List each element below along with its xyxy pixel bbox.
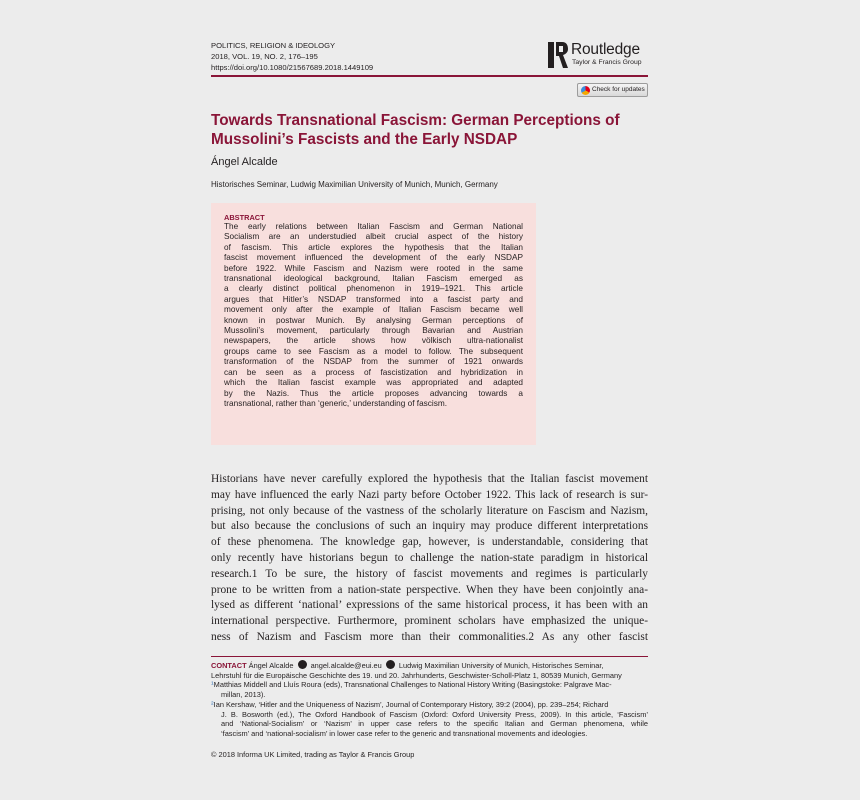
footnote-1: $^1$Matthias Middell and Lluís Roura (eds), Transnational Challenges to National History Writing (Basingstoke: Palgrave Mac- (211, 680, 612, 690)
footnote-2-cont: ‘fascism’ and ‘national-socialism’ in lower case refer to the generic and transnational movements and ideologies. (221, 728, 588, 738)
abstract-line: transnational, rather than ‘generic,’ understanding of fascism. (224, 398, 448, 408)
abstract-line: transformation of the NSDAP from the summer of 1921 onwards (224, 357, 523, 367)
contact-address-line: Lehrstuhl für die Europäische Geschichte des 19. und 20. Jahrhunderts, Geschwister-Scholl-Platz 1, 80539 Munich, Germany (211, 670, 622, 680)
abstract-line: movement only after the example of Italian Fascism became well (224, 305, 523, 315)
body-line: ness of Nazism and Fascism more than their commonalities.2 As any other fascist (211, 630, 648, 643)
footnote-marker: 2 (211, 701, 214, 707)
journal-name: POLITICS, RELIGION & IDEOLOGY (211, 41, 336, 50)
body-line: but also because the conclusions of such an inquiry may produce different interpretations (211, 520, 648, 533)
footnote-2-cont: and ‘National-Socialism’ or ‘Nazism’ in upper case refers to the specific Italian and German phenomena, while (221, 719, 648, 729)
abstract-line: groups came to see Fascism as a model to follow. The subsequent (224, 346, 523, 356)
footnote-1-cont: millan, 2013). (221, 690, 266, 700)
email-icon (298, 660, 307, 669)
abstract-line: before 1922. While Fascism and Nazism were rooted in the same (224, 263, 523, 273)
abstract-line: which the Italian fascist example was appropriated and adapted (224, 378, 523, 388)
crossmark-icon (581, 86, 590, 95)
body-line: Historians have never carefully explored the hypothesis that the Italian fascist movement (211, 473, 648, 485)
body-line: international perspective. Furthermore, prominent scholars have emphasized the unique- (211, 615, 648, 628)
abstract-line: of fascism. This article explores the hypothesis that the Italian (224, 242, 523, 252)
author-affiliation: Historisches Seminar, Ludwig Maximilian University of Munich, Munich, Germany (211, 180, 498, 189)
body-line: prising, not only because of the vastness of the scholarly literature on Fascism and Nazism, (211, 504, 648, 517)
article-title (211, 111, 631, 149)
abstract-line: a clearly distinct political phenomenon in 1919–1921. This article (224, 284, 523, 294)
abstract-line: The early relations between Italian Fascism and German National (224, 222, 523, 231)
abstract-line: newspapers, the article shows how völkisch ultra-nationalist (224, 336, 523, 346)
contact-label: CONTACT (211, 661, 247, 670)
body-line: of these phenomena. The knowledge gap, however, is understandable, considering that (211, 536, 648, 549)
author-name: Ángel Alcalde (211, 156, 278, 168)
abstract-line: known in postwar Munich. By analysing German perceptions of (224, 315, 523, 325)
title-line: Mussolini’s Fascists and the Early NSDAP (211, 131, 518, 148)
contact-email-link[interactable]: angel.alcalde@eui.eu (310, 661, 382, 670)
abstract-line: Socialism are an understudied albeit crucial aspect of the history (224, 232, 523, 242)
publisher-logo (547, 40, 657, 70)
copyright-notice: © 2018 Informa UK Limited, trading as Taylor & Francis Group (211, 750, 415, 759)
routledge-logo-icon (547, 40, 569, 70)
abstract-line: by the Nazis. Thus the article proposes advancing towards a (224, 388, 523, 398)
publisher-name: Routledge (571, 41, 640, 58)
title-line: Towards Transnational Fascism: German Perceptions of (211, 112, 620, 129)
abstract-heading: ABSTRACT (224, 213, 265, 222)
publisher-group: Taylor & Francis Group (572, 59, 642, 66)
check-for-updates-label: Check for updates (592, 86, 645, 93)
abstract-line: can be seen as a process of fascistization and hybridization in (224, 367, 523, 377)
journal-doi-link[interactable]: https://doi.org/10.1080/21567689.2018.1449109 (211, 63, 374, 72)
body-line: prone to be written from a nation-state perspective. When they have been conjointly ana- (211, 583, 648, 596)
journal-volume: 2018, VOL. 19, NO. 2, 176–195 (211, 52, 318, 61)
footnotes (211, 660, 648, 739)
contact-name: Ángel Alcalde (248, 661, 294, 670)
abstract-line: argues that Hitler’s NSDAP transformed into a fascist party and (224, 294, 523, 304)
contact-address: Ludwig Maximilian University of Munich, Historisches Seminar, (398, 661, 604, 670)
body-line: only recently have historians begun to challenge the nation-state paradigm in historical (211, 551, 648, 564)
footnote-rule (211, 656, 648, 657)
check-for-updates-button[interactable] (577, 83, 648, 97)
abstract-box (211, 203, 536, 445)
body-line: research.1 To be sure, the history of fascist movements and regimes is particularly (211, 567, 648, 580)
footnote-2: $^2$Ian Kershaw, ‘Hitler and the Uniqueness of Nazism’, Journal of Contemporary History, 39:2 (2004), pp. 239–254; Richard (211, 699, 609, 709)
body-text (211, 472, 648, 646)
header-rule (211, 75, 648, 77)
contact-line (211, 660, 648, 671)
abstract-line: transnational ideological background, Italian Fascism emerged as (224, 274, 523, 284)
journal-header (211, 40, 373, 73)
footnote-marker: 1 (211, 681, 214, 687)
body-line: lysed as different ‘national’ expressions of the same historical process, it has been with an (211, 599, 648, 612)
address-icon (386, 660, 395, 669)
footnote-2-cont: J. B. Bosworth (ed.), The Oxford Handbook of Fascism (Oxford: Oxford University Press, 2009). In this article, ‘Fascism’ (221, 709, 648, 719)
abstract-line: Mussolini’s movement, particularly through Bavarian and Austrian (224, 326, 523, 336)
body-line: may have influenced the early Nazi party before October 1922. This lack of research is sur- (211, 488, 648, 501)
abstract-line: fascist movement influenced the development of the early NSDAP (224, 253, 523, 263)
